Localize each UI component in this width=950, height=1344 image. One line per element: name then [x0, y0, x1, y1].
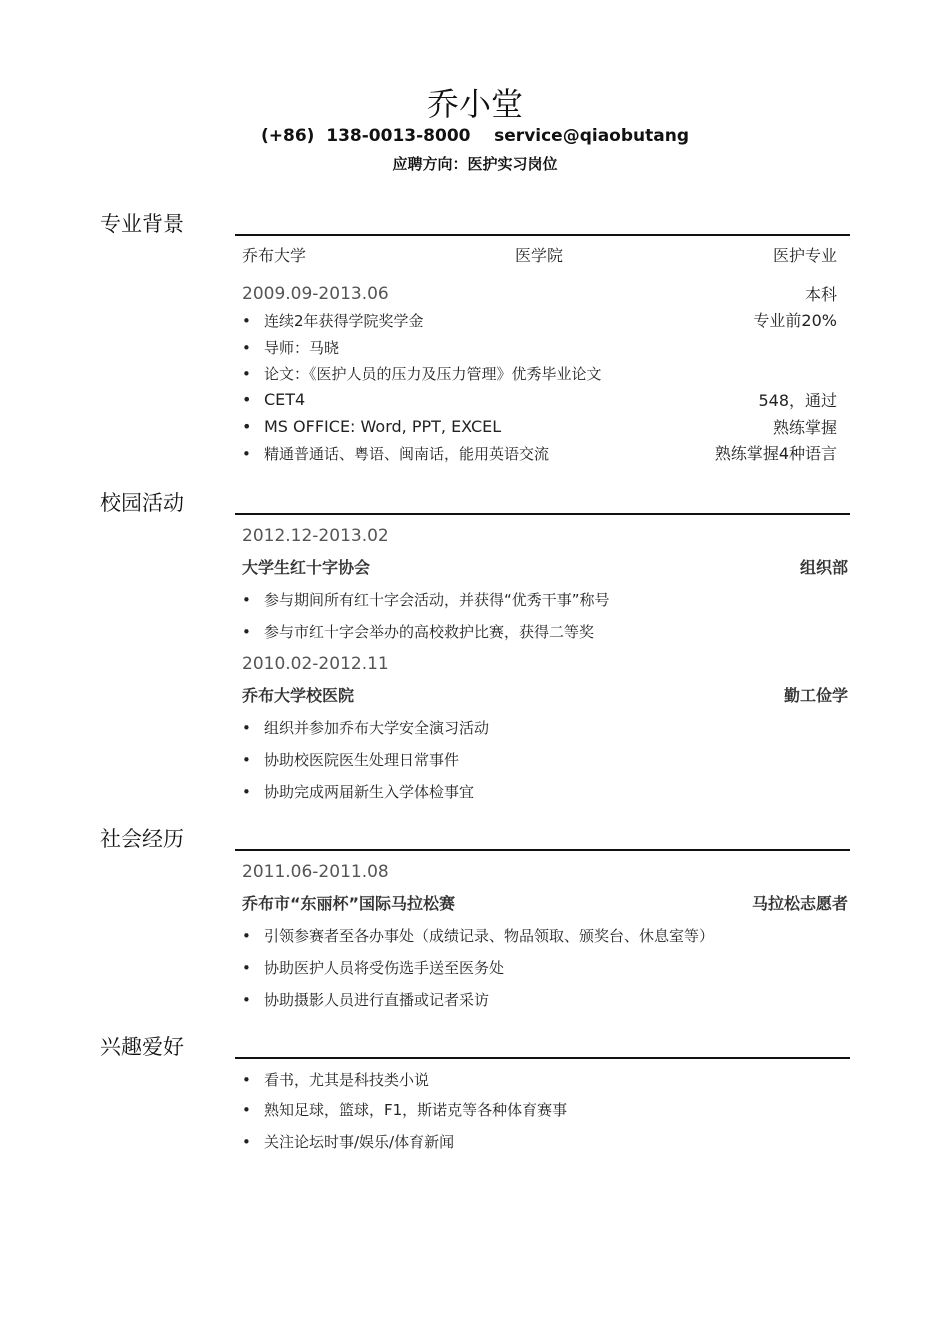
list-item-value: 548，通过: [758, 391, 837, 410]
contact-info: (+86) 138-0013-8000 service@qiaobutang: [260, 126, 689, 146]
campus-period-1: 2012.12-2013.02: [242, 526, 389, 546]
list-item: • 连续2年获得学院奖学金: [242, 312, 424, 330]
education-period: 2009.09-2013.06: [242, 284, 389, 304]
social-org: 乔布市“东丽杯”国际马拉松赛: [242, 894, 456, 913]
campus-org-1: 大学生红十字协会: [242, 558, 371, 577]
bullet-icon: •: [242, 959, 251, 977]
bullet-icon: •: [242, 365, 251, 383]
bullet-icon: •: [242, 719, 251, 737]
campus-role-1: 组织部: [799, 558, 848, 577]
bullet-icon: •: [242, 339, 251, 357]
list-item: • 协助摄影人员进行直播或记者采访: [242, 991, 490, 1009]
section-title-campus: 校园活动: [100, 491, 184, 515]
bullet-icon: •: [242, 591, 251, 609]
list-item-value: 专业前20%: [753, 311, 837, 330]
job-target: 应聘方向：医护实习岗位: [392, 155, 558, 173]
list-item: • 关注论坛时事/娱乐/体育新闻: [242, 1133, 455, 1151]
list-item-value: 熟练掌握: [772, 418, 837, 437]
campus-period-2: 2010.02-2012.11: [242, 654, 389, 674]
list-item: • 组织并参加乔布大学安全演习活动: [242, 719, 490, 737]
college-name: 医学院: [515, 246, 564, 265]
bullet-icon: •: [242, 312, 251, 330]
campus-role-2: 勤工俭学: [783, 686, 848, 705]
bullet-icon: •: [242, 1071, 251, 1089]
list-item: • 精通普通话、粤语、闽南话，能用英语交流: [242, 445, 550, 463]
bullet-icon: •: [242, 1101, 251, 1119]
section-divider: [235, 849, 850, 851]
bullet-icon: •: [242, 991, 251, 1009]
bullet-icon: •: [242, 783, 251, 801]
section-divider: [235, 234, 850, 236]
school-name: 乔布大学: [242, 246, 307, 265]
list-item: • CET4: [242, 390, 306, 409]
list-item: • 参与期间所有红十字会活动，并获得“优秀干事”称号: [242, 591, 610, 609]
list-item: • 协助完成两届新生入学体检事宜: [242, 783, 475, 801]
major-name: 医护专业: [772, 246, 837, 265]
section-divider: [235, 513, 850, 515]
section-divider: [235, 1057, 850, 1059]
list-item: • 引领参赛者至各办事处（成绩记录、物品领取、颁奖台、休息室等）: [242, 927, 715, 945]
bullet-icon: •: [242, 927, 251, 945]
list-item: • 协助医护人员将受伤选手送至医务处: [242, 959, 505, 977]
degree: 本科: [804, 285, 837, 304]
bullet-icon: •: [242, 751, 251, 769]
list-item-value: 熟练掌握4种语言: [714, 444, 837, 463]
campus-org-2: 乔布大学校医院: [242, 686, 355, 705]
list-item: • 导师：马晓: [242, 339, 340, 357]
bullet-icon: •: [242, 1133, 251, 1151]
social-period: 2011.06-2011.08: [242, 862, 389, 882]
list-item: • 协助校医院医生处理日常事件: [242, 751, 460, 769]
section-title-social: 社会经历: [100, 827, 184, 851]
list-item: • 看书，尤其是科技类小说: [242, 1071, 430, 1089]
resume-name: 乔小堂: [426, 85, 523, 123]
section-title-education: 专业背景: [100, 212, 184, 236]
bullet-icon: •: [242, 623, 251, 641]
list-item: • 参与市红十字会举办的高校救护比赛，获得二等奖: [242, 623, 595, 641]
bullet-icon: •: [242, 445, 251, 463]
list-item: • MS OFFICE: Word, PPT, EXCEL: [242, 417, 502, 436]
section-title-hobbies: 兴趣爱好: [100, 1035, 184, 1059]
bullet-icon: •: [242, 390, 252, 409]
list-item: • 论文：《医护人员的压力及压力管理》优秀毕业论文: [242, 365, 602, 383]
social-role: 马拉松志愿者: [751, 894, 848, 913]
list-item: • 熟知足球，篮球，F1，斯诺克等各种体育赛事: [242, 1101, 568, 1119]
bullet-icon: •: [242, 417, 252, 436]
